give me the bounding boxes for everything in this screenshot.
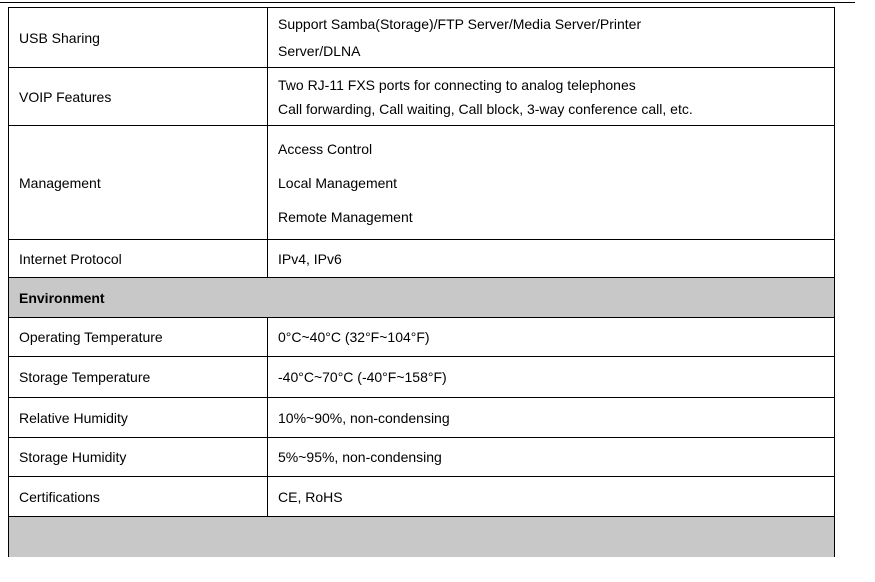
section-header-environment [9,278,835,318]
row-value: 0°C~40°C (32°F~104°F) [268,318,835,357]
table-row-certifications [9,477,835,517]
row-label: Relative Humidity [9,398,268,438]
row-value [268,68,835,126]
section-band [9,517,835,557]
page-header-rule [0,2,855,3]
table-row-internet-protocol [9,240,835,278]
value-line: Call forwarding, Call waiting, Call block, 3-way conference call, etc. [278,100,693,117]
table-row-relative-humidity [9,398,835,438]
row-value: 5%~95%, non-condensing [268,438,835,477]
row-value: -40°C~70°C (-40°F~158°F) [268,357,835,398]
row-value: IPv4, IPv6 [268,240,835,278]
table-row-storage-humidity [9,438,835,477]
section-header-continued [9,517,835,557]
row-label: Storage Humidity [9,438,268,477]
row-label: Certifications [9,477,268,517]
table-row-voip-features [9,68,835,126]
row-label: Operating Temperature [9,318,268,357]
row-label: USB Sharing [9,8,268,68]
row-label: Management [9,126,268,240]
table-row-usb-sharing [9,8,835,68]
row-label: VOIP Features [9,68,268,126]
value-line: Access Control [278,140,373,157]
section-title: Environment [9,278,835,318]
row-value [268,126,835,240]
table-row-storage-temperature [9,357,835,398]
row-value: CE, RoHS [268,477,835,517]
specifications-table [8,7,835,557]
row-value: 10%~90%, non-condensing [268,398,835,438]
row-label: Internet Protocol [9,240,268,278]
table-row-operating-temperature [9,318,835,357]
value-line: Two RJ-11 FXS ports for connecting to analog telephones [278,76,636,93]
row-value [268,8,835,68]
value-line: Remote Management [278,208,413,225]
table-row-management [9,126,835,240]
value-line: Support Samba(Storage)/FTP Server/Media Server/Printer [278,16,642,32]
row-label: Storage Temperature [9,357,268,398]
value-line: Server/DLNA [278,43,361,59]
value-line: Local Management [278,174,398,191]
